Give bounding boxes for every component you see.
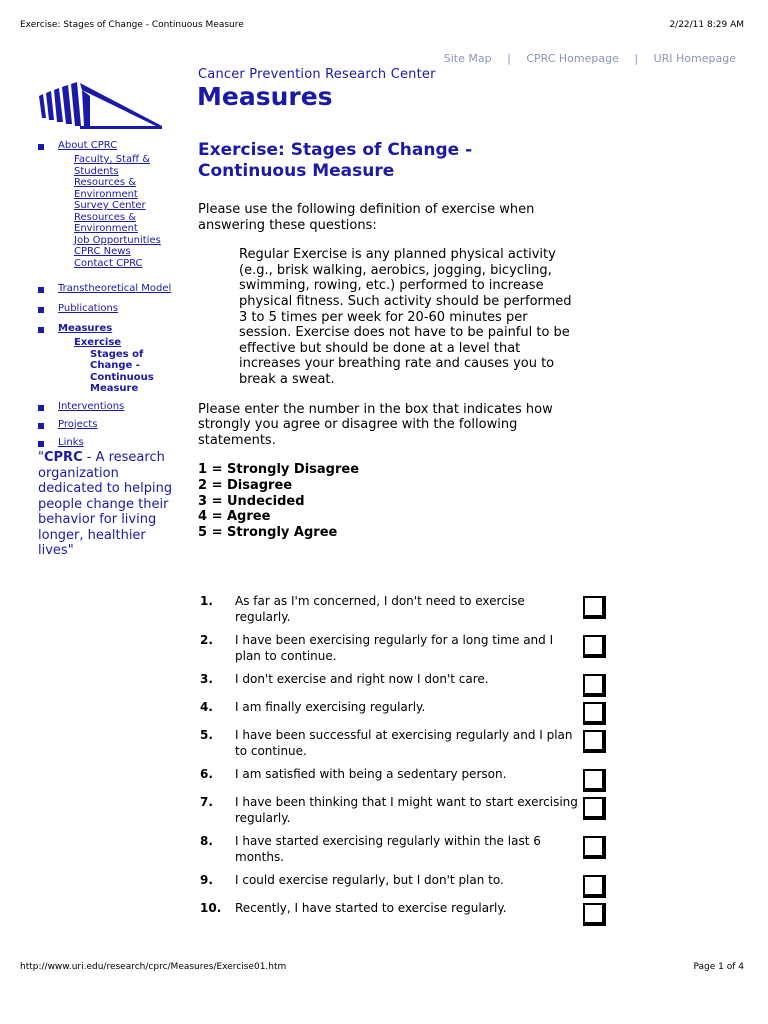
sidebar-item-measures	[38, 323, 188, 334]
projects-link[interactable]: Projects	[58, 418, 98, 430]
question-number: 7.	[200, 795, 213, 809]
question-text: I am satisfied with being a sedentary person.	[235, 767, 507, 781]
bullet-icon	[38, 144, 44, 150]
question-number: 8.	[200, 834, 213, 848]
scale-option: 1 = Strongly Disagree	[198, 462, 360, 478]
current-page-label: Stages of Change - Continuous Measure	[90, 348, 154, 394]
sidebar-item-projects	[38, 419, 188, 430]
sidebar-item-about	[38, 140, 188, 151]
question-number: 2.	[200, 633, 213, 647]
sidebar-item-ttm	[38, 283, 188, 294]
question-text: I am finally exercising regularly.	[235, 700, 426, 714]
exercise-link[interactable]: Exercise	[74, 337, 122, 348]
scale-option: 5 = Strongly Agree	[198, 524, 338, 540]
main-content	[198, 140, 583, 540]
bullet-icon	[38, 423, 44, 429]
question-number: 9.	[200, 873, 213, 887]
scale-option: 3 = Undecided	[198, 493, 305, 509]
measures-submenu	[38, 337, 188, 349]
page-number: Page 1 of 4	[693, 962, 744, 972]
cprc-mission-quote: "CPRC - A research organization dedicated to helping people change their behavior for living longer, healthier lives"	[38, 450, 173, 558]
question-number: 1.	[200, 594, 213, 608]
transtheoretical-model-link[interactable]: Transtheoretical Model	[58, 283, 172, 294]
resources-link[interactable]: Environment	[74, 188, 138, 200]
answer-box[interactable]	[583, 836, 606, 859]
sidebar	[38, 140, 188, 451]
question-text: I have been thinking that I might want to start exercising regularly.	[235, 795, 578, 825]
instruction-text: Please enter the number in the box that indicates how strongly you agree or disagree with the following statements.	[198, 401, 553, 448]
links-link[interactable]: Links	[58, 436, 84, 448]
question-text: As far as I'm concerned, I don't need to exercise regularly.	[235, 594, 525, 624]
cprc-news-link[interactable]: CPRC News	[74, 246, 131, 257]
contact-cprc-link[interactable]: Contact CPRC	[74, 257, 143, 269]
nav-separator: |	[634, 52, 639, 65]
response-scale	[198, 462, 583, 540]
sidebar-item-interventions	[38, 401, 188, 412]
faculty-link[interactable]: Students	[74, 165, 119, 177]
bullet-icon	[38, 307, 44, 313]
print-header	[20, 20, 744, 30]
print-datetime: 2/22/11 8:29 AM	[669, 20, 744, 30]
question-text: I have been exercising regularly for a long time and I plan to continue.	[235, 633, 554, 663]
scale-option: 2 = Disagree	[198, 477, 293, 493]
question-number: 6.	[200, 767, 213, 781]
answer-box[interactable]	[583, 875, 606, 898]
question-number: 3.	[200, 672, 213, 686]
about-cprc-link[interactable]: About CPRC	[58, 140, 118, 151]
answer-box[interactable]	[583, 730, 606, 753]
print-footer	[20, 962, 744, 972]
interventions-link[interactable]: Interventions	[58, 400, 125, 412]
bullet-icon	[38, 441, 44, 447]
about-submenu	[38, 154, 188, 269]
bullet-icon	[38, 287, 44, 293]
question-text: I have started exercising regularly within the last 6 months.	[235, 834, 541, 864]
question-number: 5.	[200, 728, 213, 742]
print-title: Exercise: Stages of Change - Continuous Measure	[20, 20, 244, 30]
exercise-definition: Regular Exercise is any planned physical activity (e.g., brisk walking, aerobics, jogging, bicycling, swimming, rowing, etc.) performed to increase physical fitness. Such activity should be performed 3 to 5 times per week for 20-60 minutes per session. Exercise does not have to be painful to be effective but should be done at a level that increases your breathing rate and causes you to break a sweat.	[239, 247, 572, 387]
answer-box[interactable]	[583, 674, 606, 697]
question-text: I don't exercise and right now I don't care.	[235, 672, 489, 686]
scale-option: 4 = Agree	[198, 509, 271, 525]
cprc-homepage-link[interactable]: CPRC Homepage	[526, 52, 619, 65]
site-map-link[interactable]: Site Map	[443, 52, 492, 65]
nav-separator: |	[507, 52, 511, 65]
cprc-logo[interactable]	[36, 82, 164, 134]
uri-homepage-link[interactable]: URI Homepage	[653, 52, 736, 65]
section-title: Measures	[197, 82, 333, 111]
sidebar-item-publications	[38, 303, 188, 314]
organization-name: Cancer Prevention Research Center	[198, 67, 436, 82]
answer-box[interactable]	[583, 702, 606, 725]
sidebar-item-links	[38, 437, 188, 448]
measures-link[interactable]: Measures	[58, 323, 113, 334]
page-title: Exercise: Stages of Change - Continuous Measure	[198, 140, 473, 181]
job-opportunities-link[interactable]: Job Opportunities	[74, 234, 161, 246]
question-text: I have been successful at exercising regularly and I plan to continue.	[235, 728, 573, 758]
answer-box[interactable]	[583, 797, 606, 820]
top-navigation	[444, 52, 736, 65]
survey-center-link[interactable]: Survey Center	[74, 200, 146, 211]
question-number: 4.	[200, 700, 213, 714]
answer-box[interactable]	[583, 635, 606, 658]
print-url: http://www.uri.edu/research/cprc/Measures/Exercise01.htm	[20, 962, 287, 972]
answer-box[interactable]	[583, 769, 606, 792]
resources-link-2[interactable]: Resources &	[74, 211, 137, 223]
faculty-link[interactable]: Faculty, Staff &	[74, 154, 151, 165]
question-text: I could exercise regularly, but I don't plan to.	[235, 873, 504, 887]
answer-box[interactable]	[583, 596, 606, 619]
publications-link[interactable]: Publications	[58, 303, 119, 314]
resources-link-2[interactable]: Environment	[74, 223, 138, 234]
question-text: Recently, I have started to exercise regularly.	[235, 901, 507, 915]
intro-text: Please use the following definition of exercise when answering these questions:	[198, 202, 535, 233]
bullet-icon	[38, 405, 44, 411]
answer-box[interactable]	[583, 903, 606, 926]
question-number: 10.	[200, 901, 222, 915]
bullet-icon	[38, 327, 44, 333]
resources-link[interactable]: Resources &	[74, 177, 137, 188]
